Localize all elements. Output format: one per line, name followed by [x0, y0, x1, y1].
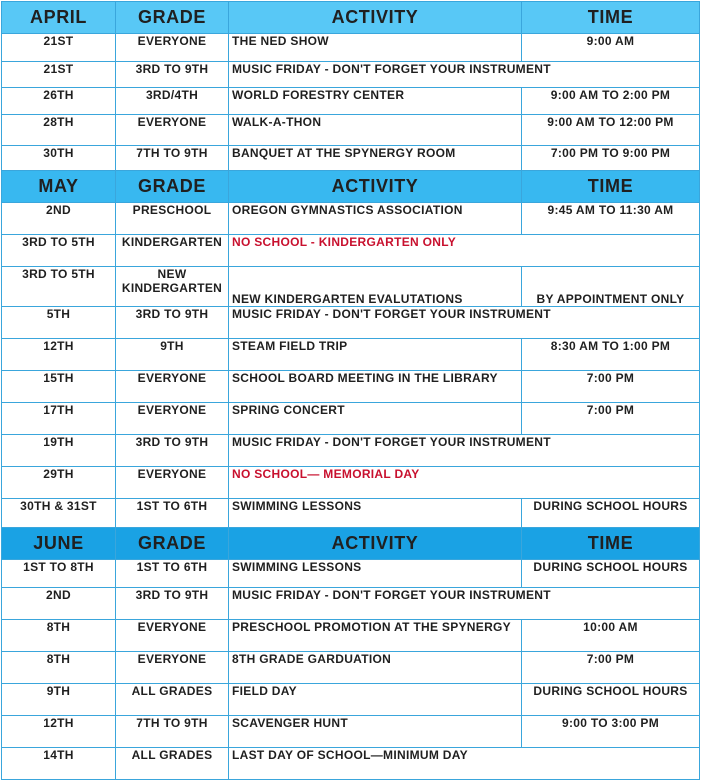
time-cell: 7:00 PM TO 9:00 PM [522, 146, 700, 171]
grade-header: GRADE [116, 2, 229, 34]
may-header-row [2, 171, 700, 203]
grade-cell: EVERYONE [116, 115, 229, 146]
time-cell: DURING SCHOOL HOURS [522, 499, 700, 528]
table-row [2, 435, 700, 467]
activity-cell: BANQUET AT THE SPYNERGY ROOM [229, 146, 522, 171]
activity-cell-highlight: NO SCHOOL - KINDERGARTEN ONLY [229, 235, 700, 267]
activity-cell: SWIMMING LESSONS [229, 499, 522, 528]
date-cell: 21ST [2, 62, 116, 88]
activity-cell: 8TH GRADE GARDUATION [229, 652, 522, 684]
time-cell: 7:00 PM [522, 371, 700, 403]
time-cell: 7:00 PM [522, 652, 700, 684]
activity-cell: PRESCHOOL PROMOTION AT THE SPYNERGY [229, 620, 522, 652]
grade-line-1: NEW [157, 267, 187, 281]
time-header: TIME [522, 528, 700, 560]
date-cell: 30TH [2, 146, 116, 171]
date-cell: 30TH & 31ST [2, 499, 116, 528]
activity-header: ACTIVITY [229, 528, 522, 560]
grade-cell: EVERYONE [116, 34, 229, 62]
grade-cell: 3RD/4TH [116, 88, 229, 115]
grade-cell: 1ST TO 6TH [116, 560, 229, 588]
date-cell: 8TH [2, 652, 116, 684]
date-cell: 5TH [2, 307, 116, 339]
june-header-row [2, 528, 700, 560]
activity-cell: SCHOOL BOARD MEETING IN THE LIBRARY [229, 371, 522, 403]
date-cell: 2ND [2, 203, 116, 235]
table-row [2, 88, 700, 115]
grade-cell: 3RD TO 9TH [116, 62, 229, 88]
date-cell: 12TH [2, 716, 116, 748]
table-row [2, 62, 700, 88]
table-row [2, 467, 700, 499]
date-cell: 8TH [2, 620, 116, 652]
activity-header: ACTIVITY [229, 171, 522, 203]
grade-header: GRADE [116, 528, 229, 560]
activity-cell: NEW KINDERGARTEN EVALUTATIONS [229, 267, 522, 307]
activity-cell: MUSIC FRIDAY - DON'T FORGET YOUR INSTRUMENT [229, 435, 700, 467]
activity-cell: MUSIC FRIDAY - DON'T FORGET YOUR INSTRUMENT [229, 588, 700, 620]
grade-cell: 1ST TO 6TH [116, 499, 229, 528]
activity-cell: STEAM FIELD TRIP [229, 339, 522, 371]
date-cell: 3RD TO 5TH [2, 235, 116, 267]
activity-cell: WORLD FORESTRY CENTER [229, 88, 522, 115]
grade-cell: 3RD TO 9TH [116, 435, 229, 467]
time-cell: 9:00 TO 3:00 PM [522, 716, 700, 748]
grade-cell: 9TH [116, 339, 229, 371]
month-header-june: JUNE [2, 528, 116, 560]
time-cell: DURING SCHOOL HOURS [522, 560, 700, 588]
date-cell: 9TH [2, 684, 116, 716]
activity-cell-highlight: NO SCHOOL— MEMORIAL DAY [229, 467, 700, 499]
table-row [2, 403, 700, 435]
grade-header: GRADE [116, 171, 229, 203]
time-cell: 9:00 AM [522, 34, 700, 62]
grade-cell [116, 267, 229, 307]
table-row [2, 146, 700, 171]
table-row [2, 307, 700, 339]
date-cell: 1ST TO 8TH [2, 560, 116, 588]
activity-cell: FIELD DAY [229, 684, 522, 716]
table-row [2, 203, 700, 235]
activity-cell: OREGON GYMNASTICS ASSOCIATION [229, 203, 522, 235]
table-row [2, 748, 700, 780]
time-header: TIME [522, 2, 700, 34]
date-cell: 28TH [2, 115, 116, 146]
date-cell: 15TH [2, 371, 116, 403]
activity-cell: SCAVENGER HUNT [229, 716, 522, 748]
grade-cell: EVERYONE [116, 467, 229, 499]
grade-cell: 3RD TO 9TH [116, 588, 229, 620]
grade-cell: EVERYONE [116, 403, 229, 435]
table-row [2, 339, 700, 371]
table-row [2, 588, 700, 620]
time-cell: 9:00 AM TO 2:00 PM [522, 88, 700, 115]
time-cell: 7:00 PM [522, 403, 700, 435]
april-header-row [2, 2, 700, 34]
table-row [2, 115, 700, 146]
month-header-april: APRIL [2, 2, 116, 34]
grade-cell: EVERYONE [116, 371, 229, 403]
grade-cell: ALL GRADES [116, 684, 229, 716]
table-row [2, 684, 700, 716]
time-cell: 8:30 AM TO 1:00 PM [522, 339, 700, 371]
date-cell: 2ND [2, 588, 116, 620]
time-cell: 9:45 AM TO 11:30 AM [522, 203, 700, 235]
activity-cell: THE NED SHOW [229, 34, 522, 62]
activity-cell: MUSIC FRIDAY - DON'T FORGET YOUR INSTRUMENT [229, 307, 700, 339]
table-row [2, 267, 700, 307]
date-cell: 14TH [2, 748, 116, 780]
grade-cell: PRESCHOOL [116, 203, 229, 235]
time-cell: 9:00 AM TO 12:00 PM [522, 115, 700, 146]
date-cell: 19TH [2, 435, 116, 467]
grade-cell: EVERYONE [116, 620, 229, 652]
date-cell: 29TH [2, 467, 116, 499]
table-row [2, 560, 700, 588]
date-cell: 26TH [2, 88, 116, 115]
table-row [2, 371, 700, 403]
grade-cell: ALL GRADES [116, 748, 229, 780]
activity-cell: WALK-A-THON [229, 115, 522, 146]
grade-cell: 7TH TO 9TH [116, 146, 229, 171]
table-row [2, 716, 700, 748]
month-header-may: MAY [2, 171, 116, 203]
activity-cell: SPRING CONCERT [229, 403, 522, 435]
grade-cell: EVERYONE [116, 652, 229, 684]
time-header: TIME [522, 171, 700, 203]
date-cell: 3RD TO 5TH [2, 267, 116, 307]
table-row [2, 652, 700, 684]
schedule-table [1, 1, 700, 780]
activity-cell: SWIMMING LESSONS [229, 560, 522, 588]
time-cell: DURING SCHOOL HOURS [522, 684, 700, 716]
activity-cell: MUSIC FRIDAY - DON'T FORGET YOUR INSTRUMENT [229, 62, 700, 88]
date-cell: 21ST [2, 34, 116, 62]
time-cell: 10:00 AM [522, 620, 700, 652]
table-row [2, 34, 700, 62]
time-cell: BY APPOINTMENT ONLY [522, 267, 700, 307]
table-row [2, 235, 700, 267]
grade-line-2: KINDERGARTEN [121, 281, 223, 295]
grade-cell: 7TH TO 9TH [116, 716, 229, 748]
activity-header: ACTIVITY [229, 2, 522, 34]
grade-cell: 3RD TO 9TH [116, 307, 229, 339]
table-row [2, 620, 700, 652]
table-row [2, 499, 700, 528]
date-cell: 12TH [2, 339, 116, 371]
activity-cell: LAST DAY OF SCHOOL—MINIMUM DAY [229, 748, 700, 780]
grade-cell: KINDERGARTEN [116, 235, 229, 267]
date-cell: 17TH [2, 403, 116, 435]
